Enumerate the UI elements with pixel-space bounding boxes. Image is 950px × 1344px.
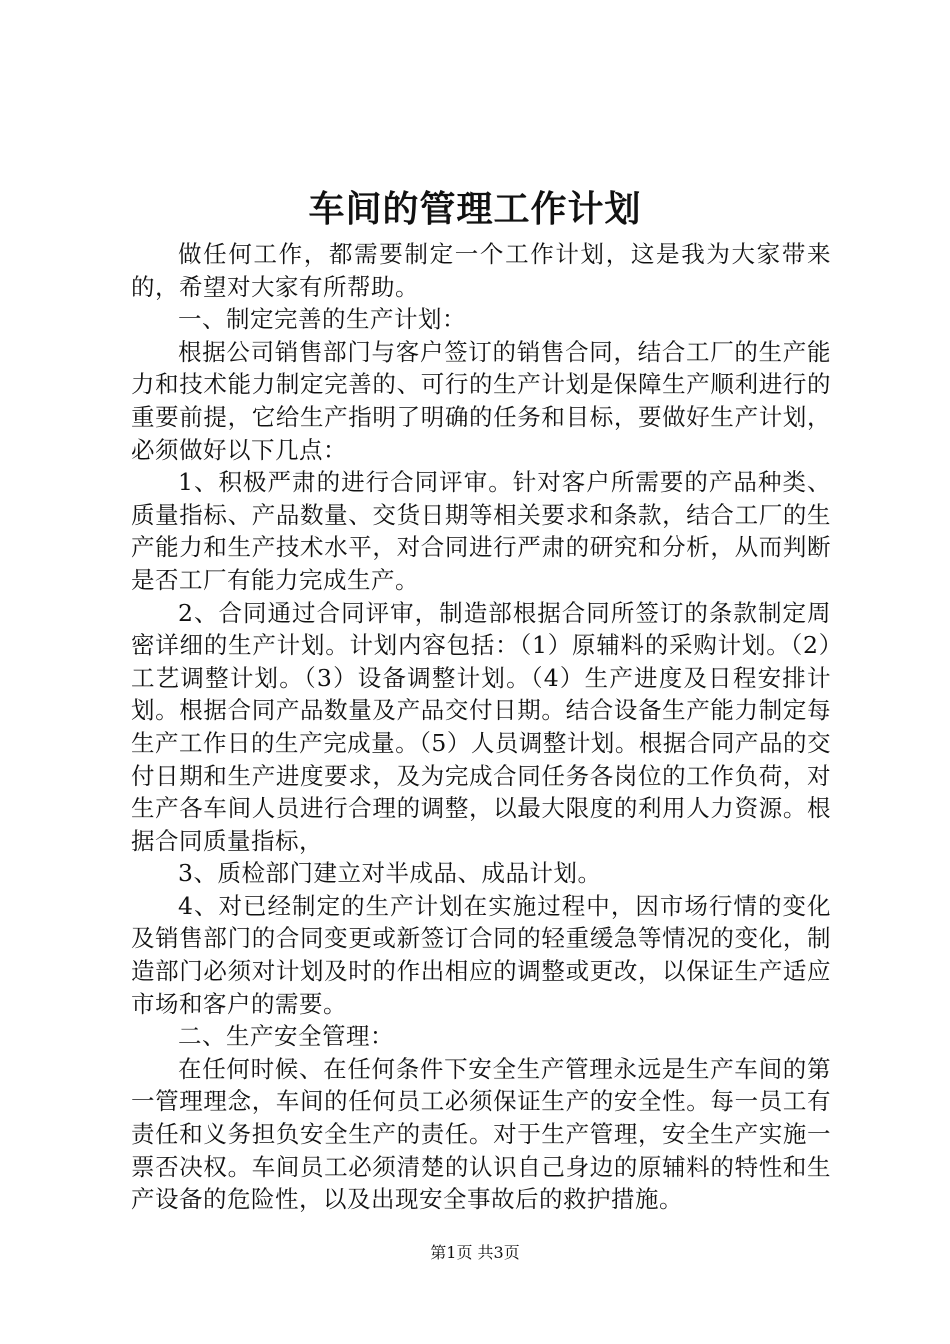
- document-body: [131, 238, 831, 1216]
- paragraph-item-3: 3、质检部门建立对半成品、成品计划。: [178, 859, 602, 888]
- paragraph-item-2: 2、合同通过合同评审，制造部根据合同所签订的条款制定周密详细的生产计划。计划内容包括：（1）原辅料的采购计划。（2）工艺调整计划。（3）设备调整计划。（4）生产进度及日程安排计划。根据合同产品数量及产品交付日期。结合设备生产能力制定每生产工作日的生产完成量。（5）人员调整计划。根据合同产品的交付日期和生产进度要求，及为完成合同任务各岗位的工作负荷，对生产各车间人员进行合理的调整，以最大限度的利用人力资源。根据合同质量指标，: [131, 598, 831, 855]
- paragraph-intro: 做任何工作，都需要制定一个工作计划，这是我为大家带来的，希望对大家有所帮助。: [131, 240, 831, 301]
- paragraph-item-4: 4、对已经制定的生产计划在实施过程中，因市场行情的变化及销售部门的合同变更或新签订合同的轻重缓急等情况的变化，制造部门必须对计划及时的作出相应的调整或更改，以保证生产适应市场和客户的需要。: [131, 891, 831, 1018]
- paragraph-item-1: 1、积极严肃的进行合同评审。针对客户所需要的产品种类、质量指标、产品数量、交货日期等相关要求和条款，结合工厂的生产能力和生产技术水平，对合同进行严肃的研究和分析，从而判断是否工厂有能力完成生产。: [131, 468, 831, 594]
- paragraph-plan-overview: 根据公司销售部门与客户签订的销售合同，结合工厂的生产能力和技术能力制定完善的、可行的生产计划是保障生产顺利进行的重要前提，它给生产指明了明确的任务和目标，要做好生产计划，必须做好以下几点：: [131, 337, 831, 464]
- heading-production-plan: 一、制定完善的生产计划：: [178, 305, 466, 334]
- page-number-footer: 第1页 共3页: [430, 1243, 520, 1262]
- heading-safety-management: 二、生产安全管理：: [178, 1022, 394, 1051]
- document-title: 车间的管理工作计划: [308, 188, 642, 230]
- paragraph-safety: 在任何时候、在任何条件下安全生产管理永远是生产车间的第一管理理念，车间的任何员工必须保证生产的安全性。每一员工有责任和义务担负安全生产的责任。对于生产管理，安全生产实施一票否决权。车间员工必须清楚的认识自己身边的原辅料的特性和生产设备的危险性，以及出现安全事故后的救护措施。: [131, 1054, 831, 1214]
